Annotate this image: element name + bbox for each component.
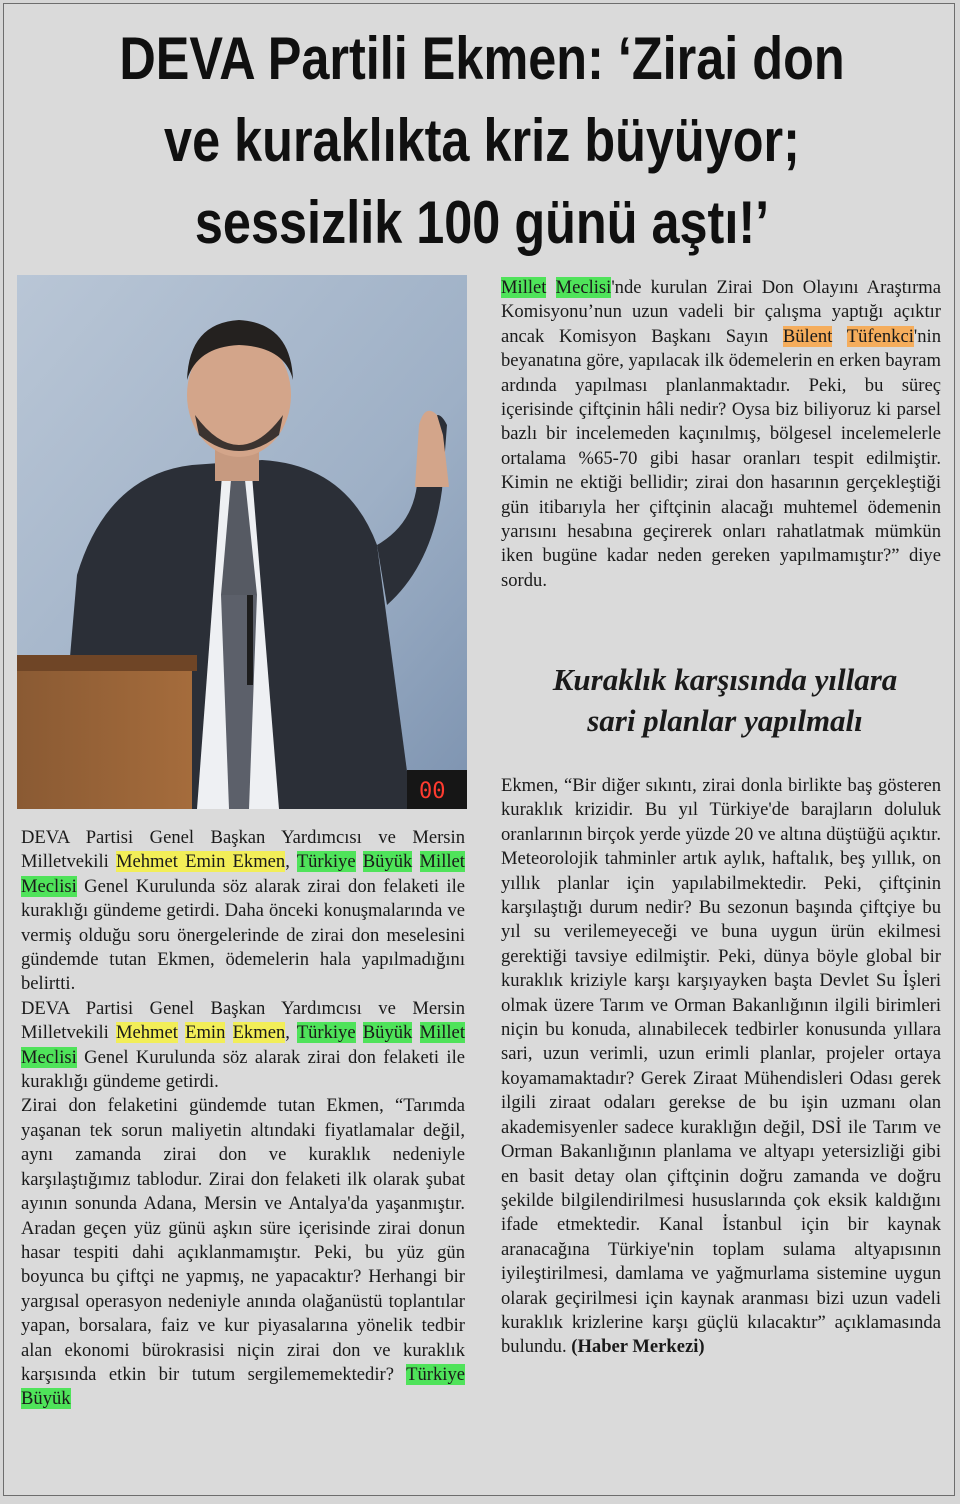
subheading (501, 659, 949, 741)
highlight: Büyük (21, 1388, 71, 1410)
byline: (Haber Merkezi) (571, 1336, 705, 1358)
text-run: DEVA Partisi Genel Başkan Yardımcısı ve Mersin Milletvekili (21, 997, 465, 1044)
highlight: Büyük (362, 851, 413, 873)
headline-line-3: sessizlik 100 günü aştı!’ (194, 189, 770, 256)
highlight: Türkiye (406, 1363, 465, 1385)
text-run: , (285, 851, 297, 873)
highlight: Bülent (782, 325, 833, 347)
highlight: Meclisi (21, 1046, 77, 1068)
headline (89, 18, 875, 264)
highlight: Türkiye (296, 851, 356, 873)
highlight: Mehmet (115, 1022, 178, 1044)
highlight: Millet (419, 851, 465, 873)
paragraph-commission (501, 276, 941, 593)
highlight: Emin (185, 1022, 226, 1044)
highlight: Büyük (362, 1022, 413, 1044)
subheading-line-2: sari planlar yapılmalı (587, 703, 863, 738)
text-run: Genel Kurulunda söz alarak zirai don felaketi ile kuraklığı gündeme getirdi. Daha önceki konuşmalarında ve vermiş olduğu soru önergelerinde de zirai don meselesini gündemde tutan Ekmen, ödemelerin hala yapılmadığını belirtti. (21, 875, 465, 995)
highlight: Türkiye (296, 1022, 356, 1044)
speaker-photo-illustration (17, 275, 467, 809)
highlight: Millet (419, 1022, 465, 1044)
paragraph-intro-2 (21, 997, 465, 1095)
speaker-photo (17, 275, 467, 809)
right-column-top (501, 276, 941, 593)
highlight: Meclisi (555, 277, 612, 298)
text-run: Zirai don felaketini gündemde tutan Ekmen, “Tarımda yaşanan tek sorun maliyetin altındaki fiyatlamalar değil, aynı zamanda zirai don ve kuraklık nedeniyle karşılaştığımız tablodur. Zirai don felaketi ilk olarak şubat ayının sonunda Adana, Mersin ve Antalya'da yaşanmıştır. Aradan geçen yüz günü aşkın süre içerisinde zirai donun hasar tespiti dahi açıklanmamıştır. Peki, bu yüz gün boyunca bu çiftçi ne yapmış, ne yapacaktır? Herhangi bir yargısal operasyon nedeniyle anında olağanüstü toplantılar yapan, borsalara, faiz ve kur piyasalarına yönelik tedbir alan ekonomi bürokrasisi niçin zirai don ve kuraklık karşısında etkin bir tutum sergilememektedir? (21, 1095, 465, 1385)
text-run: Genel Kurulunda söz alarak zirai don felaketi ile kuraklığı gündeme getirdi. (21, 1046, 465, 1093)
highlight: Mehmet Emin Ekmen (115, 851, 286, 873)
subheading-line-1: Kuraklık karşısında yıllara (552, 662, 898, 697)
highlight: Millet (501, 277, 547, 298)
text-run: Ekmen, “Bir diğer sıkıntı, zirai donla birlikte baş gösteren kuraklık krizidir. Bu yıl Türkiye'de barajların doluluk oranlarının birçok yerde yüzde 20 ve altına düştüğü açıktır. Meteorolojik tahminler artık aylık, haftalık, beş yıllık, on yıllık planlar için yapılabilmektedir. Peki, çiftçinin karşılaştığı durum nedir? Bu sezonun başında çiftçiye bu yıl su verilemeyeceği ve buna uygun ürün ekilmesi gerektiği tavsiye edilmiştir. Peki, dünya böyle global bir kuraklık kriziyle karşı karşıyayken başta Devlet Su İşleri olmak üzere Tarım ve Orman Bakanlığının ilgili birimleri niçin bu konuda, alınabilecek tedbirler konusunda yıllara sari, uzun verimli, uzun erimli planlar, projeler ortaya koyamamaktadır? Gerek Ziraat Mühendisleri Odası gerek ilgili ziraat odaları gerekse de bu işin uzmanı olan akademisyenler sadece kuraklığın değil, DSİ ile Tarım ve Orman Bakanlığının planlama ve altyapı yetersizliği gibi en basit detay olan çiftçinin doğru zamanda ve doğru şekilde bilgilendirilmesi hususlarında çok eksik kaldığını ifade etmektedir. Kanal İstanbul için bir kaynak aranacağına Türkiye'nin toplam sulama altyapısının iyileştirilmesi, damlama ve yağmurlama sistemine uygun olarak geçirilmesi için kaynak aranması bizi uzun vadeli kuraklık krizlerine karşı güçlü kılacaktır” açıklamasında bulundu. (501, 775, 941, 1358)
left-column (21, 826, 465, 1412)
highlight: Meclisi (21, 875, 77, 897)
text-run: DEVA Partisi Genel Başkan Yardımcısı ve Mersin Milletvekili (21, 827, 465, 873)
paragraph-quote (21, 1094, 465, 1411)
headline-line-1: DEVA Partili Ekmen: ‘Zirai don (119, 25, 845, 92)
headline-line-2: ve kuraklıkta kriz büyüyor; (164, 107, 800, 174)
paragraph-intro-1 (21, 826, 465, 997)
podium-counter: 00 (419, 779, 446, 804)
text-run: 'nin beyanatına göre, yapılacak ilk ödemelerin en erken bayram ardında yapılması planlanmaktadır. Peki, bu süreç içerisinde çiftçinin hâli nedir? Oysa biz biliyoruz ki parsel bazlı bir incelemeden kaçınılmış, bölgesel incelemelerle ortalama %65-70 gibi hasar oranları tespit edilmiştir. Kimin ne ektiği bellidir; zirai don hasarının gerçekleştiği gün itibarıyla her çiftçinin alacağı muhtemel ödemenin yarısını hesabına geçirerek onları rahatlatmak mümkün iken bugüne kadar neden gereken yapılmamıştır?” diye sordu. (501, 325, 941, 591)
text-run: , (285, 1022, 297, 1044)
highlight: Tüfenkci (846, 325, 914, 347)
newspaper-page (3, 3, 955, 1496)
paragraph-drought (501, 774, 941, 1360)
right-column-bottom (501, 774, 941, 1360)
text-run: 'nde kurulan Zirai Don Olayını Araştırma Komisyonu’nun uzun vadeli bir çalışma yaptığı açıktır ancak Komisyon Başkanı Sayın (501, 277, 941, 347)
highlight: Ekmen (232, 1022, 286, 1044)
